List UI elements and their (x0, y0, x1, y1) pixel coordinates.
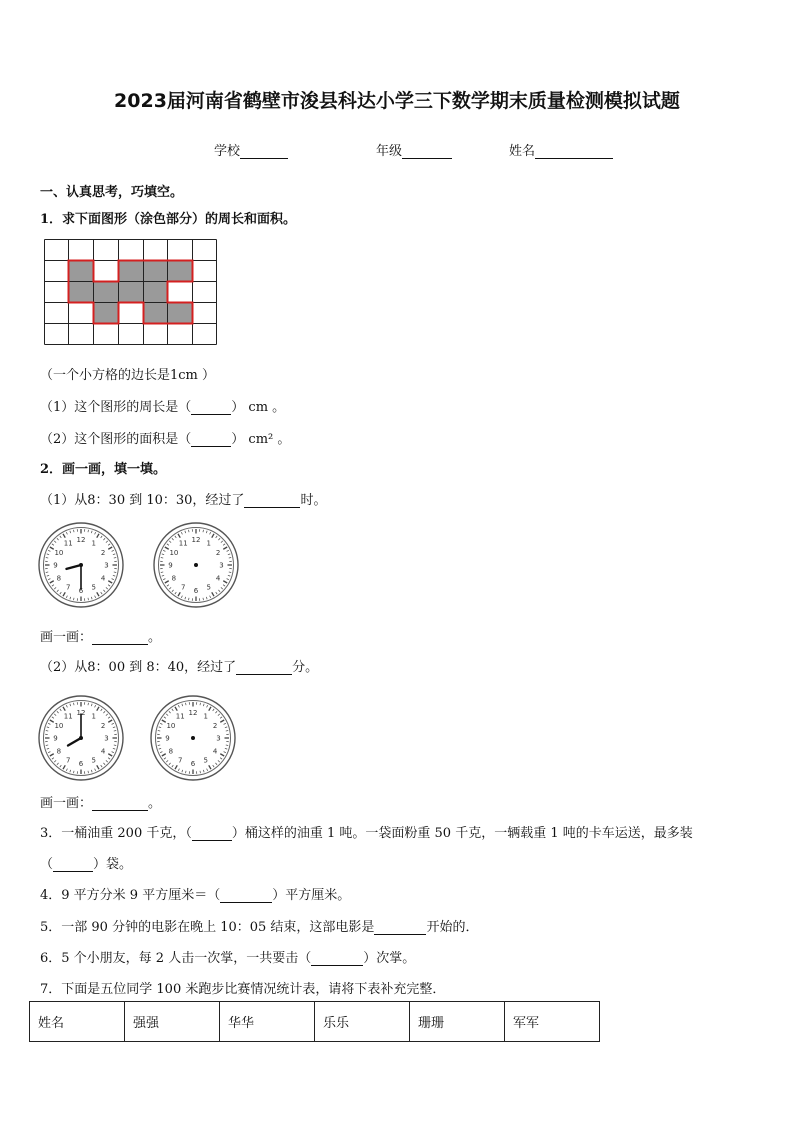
q1-part2 (40, 428, 290, 447)
clock-number: 11 (63, 712, 73, 721)
clock-number: 7 (181, 583, 186, 592)
q2-part1-prefix: （1）从8：30 到 10：30，经过了 (40, 493, 245, 508)
clock-blank-1[interactable] (152, 521, 240, 609)
clock-number: 8 (56, 574, 62, 583)
clock-number: 2 (212, 721, 218, 730)
clock-center (79, 563, 83, 567)
minutes-blank[interactable] (236, 660, 292, 675)
clock-number: 11 (178, 539, 188, 548)
name-field (509, 140, 613, 159)
q3-line2-suffix: ）袋。 (93, 857, 133, 872)
clock-number: 3 (216, 734, 221, 743)
name-blank[interactable] (535, 144, 613, 159)
clock-center (194, 563, 198, 567)
draw-2-blank[interactable] (92, 796, 148, 811)
clock-number: 4 (215, 574, 221, 583)
clock-number: 8 (171, 574, 177, 583)
question-7: 7．下面是五位同学 100 米跑步比赛情况统计表，请将下表补充完整． (40, 982, 446, 997)
grade-label: 年级 (376, 144, 403, 159)
clock-number: 10 (169, 548, 179, 557)
table-row (30, 1002, 600, 1042)
clock-830 (37, 521, 125, 609)
clock-number: 12 (76, 536, 86, 545)
clock-number: 12 (76, 709, 86, 718)
clock-number: 12 (191, 536, 201, 545)
clock-blank-2[interactable] (149, 694, 237, 782)
draw-1-label: 画一画： (40, 630, 93, 645)
clock-number: 2 (100, 548, 106, 557)
q2-part1-suffix: 时。 (300, 493, 327, 508)
table-cell: 珊珊 (410, 1002, 505, 1042)
q1-part2-prefix: （2）这个图形的面积是（ (40, 432, 192, 447)
clock-number: 11 (175, 712, 185, 721)
clock-number: 2 (215, 548, 221, 557)
clock-number: 7 (66, 583, 71, 592)
school-blank[interactable] (240, 144, 288, 159)
q6-prefix: 6．5 个小朋友，每 2 人击一次掌，一共要击（ (40, 951, 312, 966)
school-label: 学校 (214, 144, 241, 159)
clock-number: 6 (78, 760, 84, 769)
barrels-blank[interactable] (192, 826, 232, 841)
question-3-line2 (40, 853, 132, 872)
q5-prefix: 5．一部 90 分钟的电影在晚上 10：05 结束，这部电影是 (40, 920, 375, 935)
clock-number: 1 (91, 712, 96, 721)
clock-number: 9 (168, 561, 173, 570)
question-3-line1 (40, 822, 693, 841)
clock-number: 6 (193, 587, 199, 596)
clock-number: 1 (206, 539, 211, 548)
clock-number: 9 (53, 561, 58, 570)
clock-number: 5 (91, 756, 96, 765)
table-cell: 华华 (220, 1002, 315, 1042)
draw-1-suffix: 。 (148, 630, 162, 645)
table-cell: 军军 (505, 1002, 600, 1042)
race-table (29, 1001, 600, 1042)
q3-middle: ）桶这样的油重 1 吨。一袋面粉重 50 千克，一辆载重 1 吨的卡车运送，最多装 (231, 826, 693, 841)
table-cell: 姓名 (30, 1002, 125, 1042)
bags-blank[interactable] (53, 857, 93, 872)
clock-number: 12 (188, 709, 198, 718)
clock-number: 11 (63, 539, 73, 548)
clock-number: 3 (219, 561, 224, 570)
unit-note: （一个小方格的边长是1cm ） (40, 368, 216, 383)
q4-blank[interactable] (220, 888, 272, 903)
q5-suffix: 开始的． (426, 920, 479, 935)
clock-number: 3 (104, 561, 109, 570)
clock-number: 1 (91, 539, 96, 548)
draw-1 (40, 626, 161, 645)
clock-number: 9 (53, 734, 58, 743)
q3-prefix: 3．一桶油重 200 千克，（ (40, 826, 192, 841)
hours-blank[interactable] (244, 493, 300, 508)
question-4 (40, 884, 350, 903)
clock-number: 8 (56, 747, 62, 756)
q6-suffix: ）次掌。 (363, 951, 416, 966)
q2-part2-suffix: 分。 (292, 660, 319, 675)
table-cell: 乐乐 (315, 1002, 410, 1042)
table-cell: 强强 (125, 1002, 220, 1042)
clock-number: 3 (104, 734, 109, 743)
question-2: 2．画一画，填一填。 (40, 462, 167, 477)
perimeter-blank[interactable] (191, 400, 231, 415)
clock-number: 2 (100, 721, 106, 730)
clock-number: 5 (206, 583, 211, 592)
question-6 (40, 947, 415, 966)
q4-suffix: ）平方厘米。 (272, 888, 351, 903)
clock-800 (37, 694, 125, 782)
q1-part2-suffix: ） cm² 。 (231, 432, 291, 447)
clock-number: 10 (166, 721, 176, 730)
q3-line2-prefix: （ (40, 857, 54, 872)
clock-number: 9 (165, 734, 170, 743)
draw-1-blank[interactable] (92, 630, 148, 645)
clock-number: 1 (203, 712, 208, 721)
clock-number: 7 (178, 756, 183, 765)
q5-blank[interactable] (374, 920, 426, 935)
question-5 (40, 916, 478, 935)
q1-part1-suffix: ） cm 。 (231, 400, 286, 415)
page-title: 2023届河南省鹤壁市浚县科达小学三下数学期末质量检测模拟试题 (114, 90, 680, 112)
grade-field (376, 140, 452, 159)
area-blank[interactable] (191, 432, 231, 447)
q4-prefix: 4．9 平方分米 9 平方厘米＝（ (40, 888, 221, 903)
draw-2 (40, 792, 161, 811)
clock-number: 7 (66, 756, 71, 765)
q6-blank[interactable] (311, 951, 363, 966)
clock-number: 4 (100, 747, 106, 756)
draw-2-suffix: 。 (148, 796, 162, 811)
clock-number: 8 (168, 747, 174, 756)
q1-part1-prefix: （1）这个图形的周长是（ (40, 400, 192, 415)
school-field (214, 140, 288, 159)
clock-number: 5 (91, 583, 96, 592)
q2-part1 (40, 489, 326, 508)
clock-number: 6 (78, 587, 84, 596)
grid-figure (44, 239, 218, 347)
clock-number: 5 (203, 756, 208, 765)
section-heading: 一、认真思考，巧填空。 (40, 185, 184, 200)
grade-blank[interactable] (402, 144, 452, 159)
draw-2-label: 画一画： (40, 796, 93, 811)
clock-number: 10 (54, 721, 64, 730)
clock-number: 10 (54, 548, 64, 557)
clock-number: 4 (100, 574, 106, 583)
clock-center (191, 736, 195, 740)
q2-part2 (40, 656, 318, 675)
q1-part1 (40, 396, 285, 415)
clock-number: 6 (190, 760, 196, 769)
name-label: 姓名 (509, 144, 536, 159)
question-1: 1．求下面图形（涂色部分）的周长和面积。 (40, 212, 297, 227)
clock-number: 4 (212, 747, 218, 756)
q2-part2-prefix: （2）从8：00 到 8：40，经过了 (40, 660, 237, 675)
clock-center (79, 736, 83, 740)
